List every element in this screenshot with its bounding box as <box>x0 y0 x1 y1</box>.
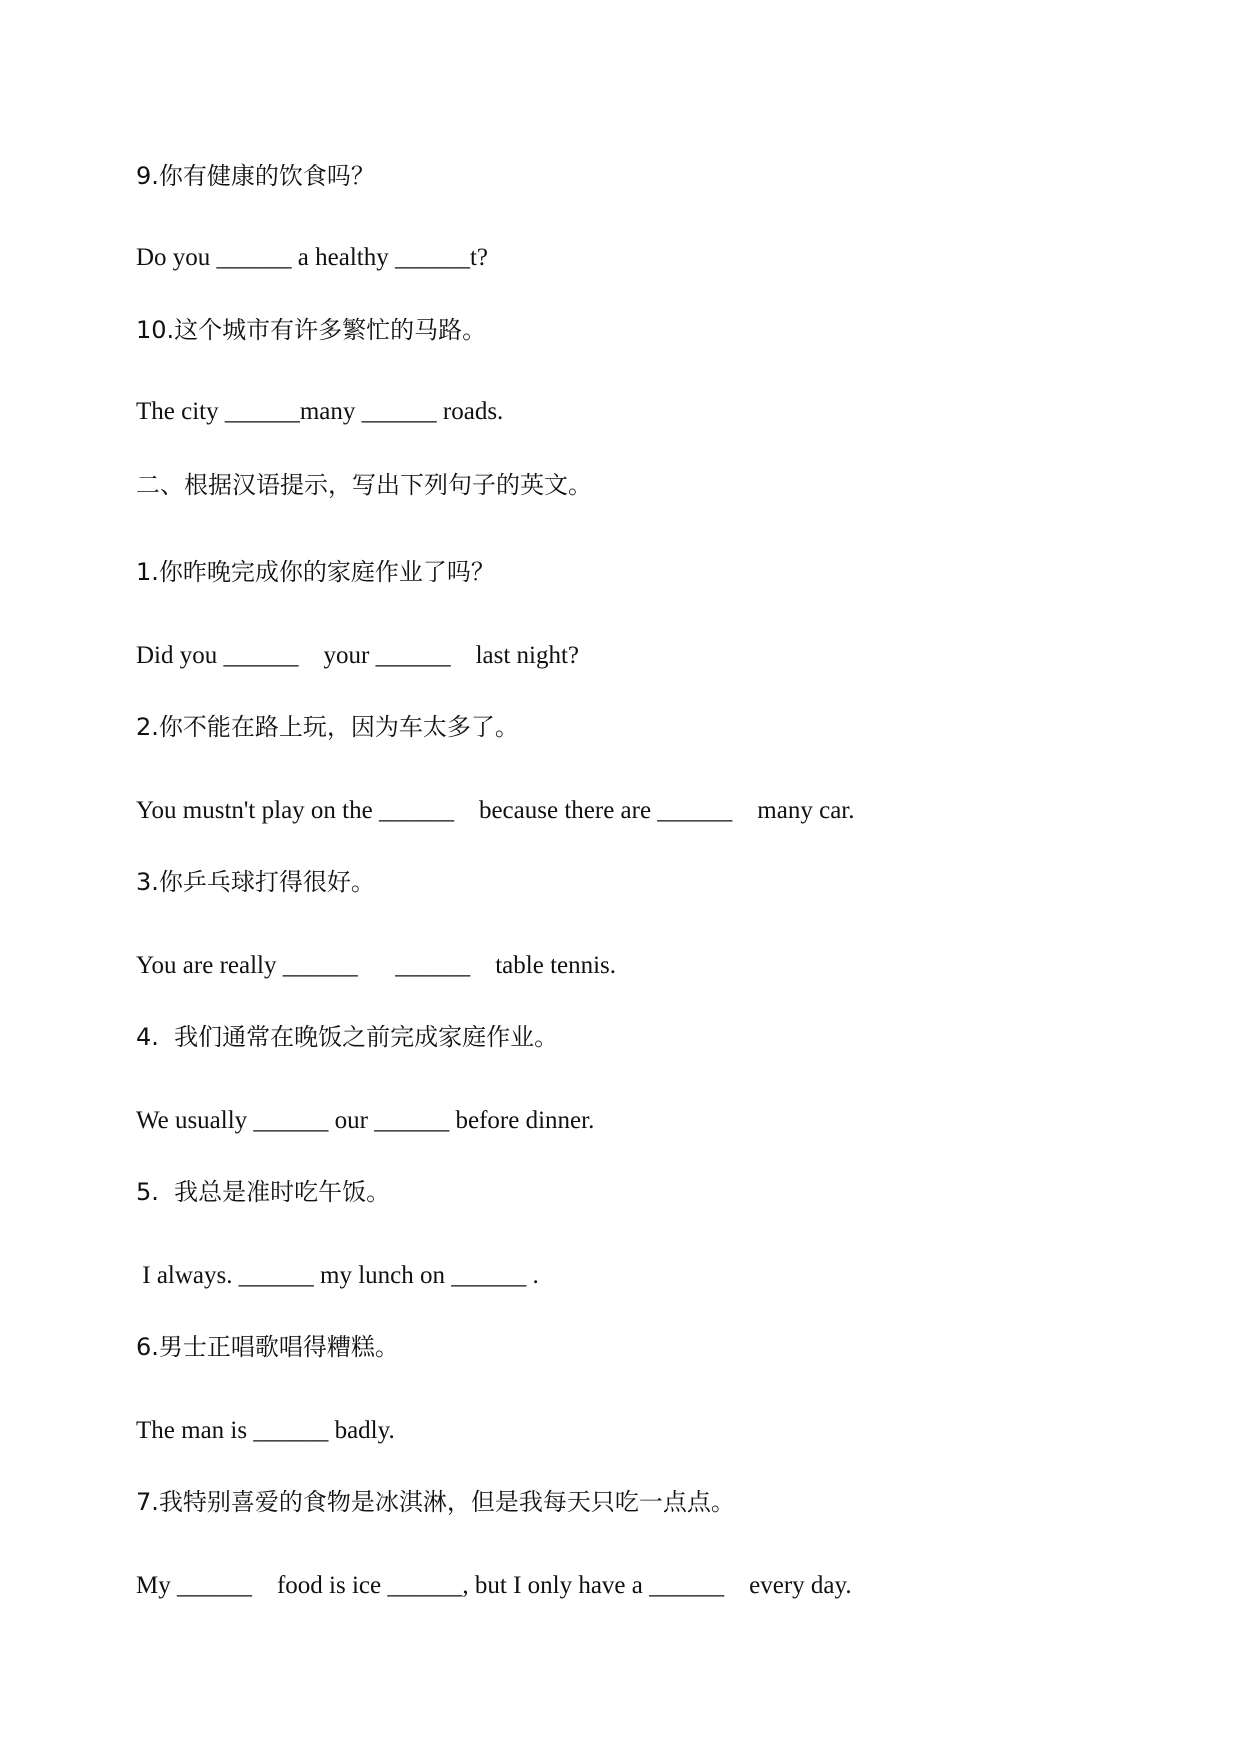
section-2-question-6-english: The man is ______ badly. <box>136 1417 395 1444</box>
question-10-chinese: 10.这个城市有许多繁忙的马路。 <box>136 316 487 344</box>
section-2-question-3-chinese: 3.你乒乓球打得很好。 <box>136 868 375 896</box>
section-2-question-6-chinese: 6.男士正唱歌唱得糟糕。 <box>136 1333 399 1361</box>
section-2-question-2-chinese: 2.你不能在路上玩，因为车太多了。 <box>136 713 519 741</box>
question-9-english: Do you ______ a healthy ______t? <box>136 244 489 271</box>
question-10-english: The city ______many ______ roads. <box>136 398 504 425</box>
section-2-question-7-english: My ______ food is ice ______, but I only have a ______ every day. <box>136 1572 852 1599</box>
section-2-heading: 二、根据汉语提示，写出下列句子的英文。 <box>136 471 592 499</box>
section-2-question-5-chinese: 5. 我总是准时吃午饭。 <box>136 1178 391 1206</box>
section-2-question-3-english: You are really ______ ______ table tennis. <box>136 952 617 979</box>
question-9-chinese: 9.你有健康的饮食吗？ <box>136 162 375 190</box>
section-2-question-4-english: We usually ______ our ______ before dinner. <box>136 1107 595 1134</box>
section-2-question-1-chinese: 1.你昨晚完成你的家庭作业了吗？ <box>136 558 495 586</box>
section-2-question-5-english: I always. ______ my lunch on ______ . <box>136 1262 539 1289</box>
section-2-question-2-english: You mustn't play on the ______ because there are ______ many car. <box>136 797 855 824</box>
section-2-question-7-chinese: 7.我特别喜爱的食物是冰淇淋，但是我每天只吃一点点。 <box>136 1488 735 1516</box>
section-2-question-1-english: Did you ______ your ______ last night? <box>136 642 580 669</box>
section-2-question-4-chinese: 4. 我们通常在晚饭之前完成家庭作业。 <box>136 1023 559 1051</box>
